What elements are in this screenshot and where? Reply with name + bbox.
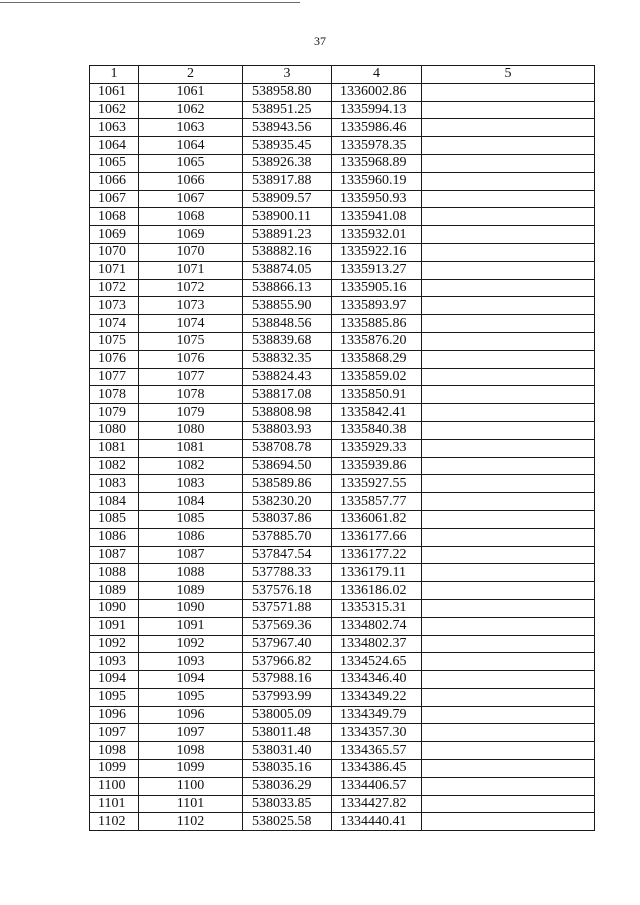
x-coordinate-cell: 538036.29 bbox=[243, 777, 332, 795]
point-number-cell: 1089 bbox=[139, 582, 243, 600]
point-id-cell: 1063 bbox=[90, 119, 139, 137]
y-coordinate-cell: 1335994.13 bbox=[332, 101, 422, 119]
x-coordinate-cell: 538033.85 bbox=[243, 795, 332, 813]
table-row bbox=[90, 439, 595, 457]
note-cell bbox=[422, 706, 595, 724]
point-number-cell: 1093 bbox=[139, 653, 243, 671]
point-number-cell: 1074 bbox=[139, 315, 243, 333]
y-coordinate-cell: 1334440.41 bbox=[332, 813, 422, 831]
point-number-cell: 1099 bbox=[139, 760, 243, 778]
column-header-1: 1 bbox=[90, 66, 139, 84]
point-number-cell: 1061 bbox=[139, 83, 243, 101]
note-cell bbox=[422, 261, 595, 279]
note-cell bbox=[422, 190, 595, 208]
table-row bbox=[90, 813, 595, 831]
point-id-cell: 1066 bbox=[90, 172, 139, 190]
y-coordinate-cell: 1336179.11 bbox=[332, 564, 422, 582]
note-cell bbox=[422, 421, 595, 439]
note-cell bbox=[422, 635, 595, 653]
table-row bbox=[90, 208, 595, 226]
y-coordinate-cell: 1335927.55 bbox=[332, 475, 422, 493]
note-cell bbox=[422, 617, 595, 635]
note-cell bbox=[422, 101, 595, 119]
point-id-cell: 1085 bbox=[90, 510, 139, 528]
y-coordinate-cell: 1335986.46 bbox=[332, 119, 422, 137]
point-number-cell: 1080 bbox=[139, 421, 243, 439]
point-number-cell: 1101 bbox=[139, 795, 243, 813]
note-cell bbox=[422, 528, 595, 546]
x-coordinate-cell: 537788.33 bbox=[243, 564, 332, 582]
point-id-cell: 1097 bbox=[90, 724, 139, 742]
y-coordinate-cell: 1336061.82 bbox=[332, 510, 422, 528]
note-cell bbox=[422, 172, 595, 190]
x-coordinate-cell: 538031.40 bbox=[243, 742, 332, 760]
note-cell bbox=[422, 475, 595, 493]
point-number-cell: 1084 bbox=[139, 493, 243, 511]
table-row bbox=[90, 101, 595, 119]
point-number-cell: 1086 bbox=[139, 528, 243, 546]
table-row bbox=[90, 475, 595, 493]
note-cell bbox=[422, 564, 595, 582]
table-body bbox=[90, 83, 595, 830]
x-coordinate-cell: 537847.54 bbox=[243, 546, 332, 564]
note-cell bbox=[422, 439, 595, 457]
point-id-cell: 1070 bbox=[90, 243, 139, 261]
y-coordinate-cell: 1334802.74 bbox=[332, 617, 422, 635]
x-coordinate-cell: 538891.23 bbox=[243, 226, 332, 244]
point-number-cell: 1073 bbox=[139, 297, 243, 315]
y-coordinate-cell: 1335968.89 bbox=[332, 154, 422, 172]
y-coordinate-cell: 1334365.57 bbox=[332, 742, 422, 760]
point-number-cell: 1062 bbox=[139, 101, 243, 119]
y-coordinate-cell: 1334349.79 bbox=[332, 706, 422, 724]
note-cell bbox=[422, 243, 595, 261]
note-cell bbox=[422, 137, 595, 155]
y-coordinate-cell: 1335905.16 bbox=[332, 279, 422, 297]
note-cell bbox=[422, 154, 595, 172]
point-id-cell: 1090 bbox=[90, 599, 139, 617]
x-coordinate-cell: 538708.78 bbox=[243, 439, 332, 457]
note-cell bbox=[422, 724, 595, 742]
point-id-cell: 1081 bbox=[90, 439, 139, 457]
y-coordinate-cell: 1335876.20 bbox=[332, 332, 422, 350]
x-coordinate-cell: 538803.93 bbox=[243, 421, 332, 439]
point-id-cell: 1065 bbox=[90, 154, 139, 172]
column-header-4: 4 bbox=[332, 66, 422, 84]
y-coordinate-cell: 1335978.35 bbox=[332, 137, 422, 155]
scan-edge-line bbox=[0, 2, 300, 3]
note-cell bbox=[422, 315, 595, 333]
note-cell bbox=[422, 813, 595, 831]
table-row bbox=[90, 777, 595, 795]
note-cell bbox=[422, 386, 595, 404]
table-row bbox=[90, 297, 595, 315]
point-id-cell: 1078 bbox=[90, 386, 139, 404]
point-number-cell: 1076 bbox=[139, 350, 243, 368]
table-row bbox=[90, 119, 595, 137]
y-coordinate-cell: 1334524.65 bbox=[332, 653, 422, 671]
note-cell bbox=[422, 795, 595, 813]
table-row bbox=[90, 137, 595, 155]
y-coordinate-cell: 1335941.08 bbox=[332, 208, 422, 226]
point-id-cell: 1093 bbox=[90, 653, 139, 671]
table-row bbox=[90, 528, 595, 546]
point-number-cell: 1085 bbox=[139, 510, 243, 528]
x-coordinate-cell: 538005.09 bbox=[243, 706, 332, 724]
x-coordinate-cell: 538035.16 bbox=[243, 760, 332, 778]
note-cell bbox=[422, 671, 595, 689]
x-coordinate-cell: 538025.58 bbox=[243, 813, 332, 831]
y-coordinate-cell: 1334427.82 bbox=[332, 795, 422, 813]
table-row bbox=[90, 386, 595, 404]
table-row bbox=[90, 564, 595, 582]
note-cell bbox=[422, 582, 595, 600]
table-row bbox=[90, 154, 595, 172]
table-row bbox=[90, 742, 595, 760]
x-coordinate-cell: 538817.08 bbox=[243, 386, 332, 404]
x-coordinate-cell: 538909.57 bbox=[243, 190, 332, 208]
point-number-cell: 1095 bbox=[139, 688, 243, 706]
point-number-cell: 1072 bbox=[139, 279, 243, 297]
note-cell bbox=[422, 279, 595, 297]
y-coordinate-cell: 1336177.22 bbox=[332, 546, 422, 564]
y-coordinate-cell: 1335960.19 bbox=[332, 172, 422, 190]
point-id-cell: 1077 bbox=[90, 368, 139, 386]
table-row bbox=[90, 421, 595, 439]
point-id-cell: 1084 bbox=[90, 493, 139, 511]
point-number-cell: 1092 bbox=[139, 635, 243, 653]
point-id-cell: 1091 bbox=[90, 617, 139, 635]
point-number-cell: 1090 bbox=[139, 599, 243, 617]
table-row bbox=[90, 599, 595, 617]
point-number-cell: 1070 bbox=[139, 243, 243, 261]
x-coordinate-cell: 538848.56 bbox=[243, 315, 332, 333]
y-coordinate-cell: 1334802.37 bbox=[332, 635, 422, 653]
x-coordinate-cell: 537885.70 bbox=[243, 528, 332, 546]
table-row bbox=[90, 546, 595, 564]
y-coordinate-cell: 1334406.57 bbox=[332, 777, 422, 795]
table-row bbox=[90, 671, 595, 689]
table-row bbox=[90, 795, 595, 813]
point-id-cell: 1072 bbox=[90, 279, 139, 297]
x-coordinate-cell: 537576.18 bbox=[243, 582, 332, 600]
point-number-cell: 1064 bbox=[139, 137, 243, 155]
note-cell bbox=[422, 404, 595, 422]
x-coordinate-cell: 538589.86 bbox=[243, 475, 332, 493]
table-row bbox=[90, 760, 595, 778]
column-header-3: 3 bbox=[243, 66, 332, 84]
point-id-cell: 1061 bbox=[90, 83, 139, 101]
y-coordinate-cell: 1335868.29 bbox=[332, 350, 422, 368]
y-coordinate-cell: 1335859.02 bbox=[332, 368, 422, 386]
page-number: 37 bbox=[314, 34, 326, 48]
point-number-cell: 1079 bbox=[139, 404, 243, 422]
table-row bbox=[90, 226, 595, 244]
point-id-cell: 1082 bbox=[90, 457, 139, 475]
y-coordinate-cell: 1334386.45 bbox=[332, 760, 422, 778]
point-number-cell: 1091 bbox=[139, 617, 243, 635]
point-id-cell: 1076 bbox=[90, 350, 139, 368]
y-coordinate-cell: 1335913.27 bbox=[332, 261, 422, 279]
point-number-cell: 1071 bbox=[139, 261, 243, 279]
point-id-cell: 1075 bbox=[90, 332, 139, 350]
point-id-cell: 1095 bbox=[90, 688, 139, 706]
point-id-cell: 1068 bbox=[90, 208, 139, 226]
point-id-cell: 1101 bbox=[90, 795, 139, 813]
table-row bbox=[90, 332, 595, 350]
table-row bbox=[90, 635, 595, 653]
x-coordinate-cell: 538808.98 bbox=[243, 404, 332, 422]
x-coordinate-cell: 537967.40 bbox=[243, 635, 332, 653]
point-id-cell: 1062 bbox=[90, 101, 139, 119]
table-row bbox=[90, 350, 595, 368]
point-id-cell: 1071 bbox=[90, 261, 139, 279]
note-cell bbox=[422, 688, 595, 706]
table-row bbox=[90, 688, 595, 706]
note-cell bbox=[422, 332, 595, 350]
header-row bbox=[90, 66, 595, 84]
table-row bbox=[90, 279, 595, 297]
table-row bbox=[90, 706, 595, 724]
x-coordinate-cell: 538958.80 bbox=[243, 83, 332, 101]
note-cell bbox=[422, 350, 595, 368]
y-coordinate-cell: 1334357.30 bbox=[332, 724, 422, 742]
x-coordinate-cell: 538694.50 bbox=[243, 457, 332, 475]
point-id-cell: 1080 bbox=[90, 421, 139, 439]
note-cell bbox=[422, 226, 595, 244]
point-id-cell: 1094 bbox=[90, 671, 139, 689]
x-coordinate-cell: 538037.86 bbox=[243, 510, 332, 528]
table-row bbox=[90, 457, 595, 475]
point-id-cell: 1087 bbox=[90, 546, 139, 564]
y-coordinate-cell: 1335893.97 bbox=[332, 297, 422, 315]
y-coordinate-cell: 1334346.40 bbox=[332, 671, 422, 689]
y-coordinate-cell: 1335842.41 bbox=[332, 404, 422, 422]
point-id-cell: 1100 bbox=[90, 777, 139, 795]
table-row bbox=[90, 617, 595, 635]
y-coordinate-cell: 1335922.16 bbox=[332, 243, 422, 261]
point-id-cell: 1083 bbox=[90, 475, 139, 493]
table-row bbox=[90, 493, 595, 511]
point-number-cell: 1063 bbox=[139, 119, 243, 137]
y-coordinate-cell: 1335939.86 bbox=[332, 457, 422, 475]
point-id-cell: 1069 bbox=[90, 226, 139, 244]
table-row bbox=[90, 368, 595, 386]
x-coordinate-cell: 538882.16 bbox=[243, 243, 332, 261]
x-coordinate-cell: 537569.36 bbox=[243, 617, 332, 635]
x-coordinate-cell: 538900.11 bbox=[243, 208, 332, 226]
y-coordinate-cell: 1334349.22 bbox=[332, 688, 422, 706]
y-coordinate-cell: 1335315.31 bbox=[332, 599, 422, 617]
point-number-cell: 1094 bbox=[139, 671, 243, 689]
point-id-cell: 1092 bbox=[90, 635, 139, 653]
note-cell bbox=[422, 83, 595, 101]
note-cell bbox=[422, 510, 595, 528]
note-cell bbox=[422, 760, 595, 778]
column-header-2: 2 bbox=[139, 66, 243, 84]
point-id-cell: 1096 bbox=[90, 706, 139, 724]
note-cell bbox=[422, 599, 595, 617]
note-cell bbox=[422, 742, 595, 760]
table-row bbox=[90, 582, 595, 600]
y-coordinate-cell: 1335885.86 bbox=[332, 315, 422, 333]
x-coordinate-cell: 538935.45 bbox=[243, 137, 332, 155]
point-number-cell: 1077 bbox=[139, 368, 243, 386]
x-coordinate-cell: 538011.48 bbox=[243, 724, 332, 742]
note-cell bbox=[422, 457, 595, 475]
point-id-cell: 1064 bbox=[90, 137, 139, 155]
point-id-cell: 1074 bbox=[90, 315, 139, 333]
point-id-cell: 1102 bbox=[90, 813, 139, 831]
table-row bbox=[90, 83, 595, 101]
point-number-cell: 1087 bbox=[139, 546, 243, 564]
y-coordinate-cell: 1335929.33 bbox=[332, 439, 422, 457]
table-row bbox=[90, 404, 595, 422]
point-number-cell: 1083 bbox=[139, 475, 243, 493]
x-coordinate-cell: 538866.13 bbox=[243, 279, 332, 297]
table-row bbox=[90, 653, 595, 671]
point-number-cell: 1065 bbox=[139, 154, 243, 172]
note-cell bbox=[422, 777, 595, 795]
note-cell bbox=[422, 493, 595, 511]
x-coordinate-cell: 538926.38 bbox=[243, 154, 332, 172]
table-row bbox=[90, 190, 595, 208]
point-number-cell: 1067 bbox=[139, 190, 243, 208]
x-coordinate-cell: 537988.16 bbox=[243, 671, 332, 689]
point-number-cell: 1098 bbox=[139, 742, 243, 760]
x-coordinate-cell: 538832.35 bbox=[243, 350, 332, 368]
x-coordinate-cell: 537966.82 bbox=[243, 653, 332, 671]
y-coordinate-cell: 1335857.77 bbox=[332, 493, 422, 511]
table-row bbox=[90, 510, 595, 528]
x-coordinate-cell: 537571.88 bbox=[243, 599, 332, 617]
point-id-cell: 1067 bbox=[90, 190, 139, 208]
note-cell bbox=[422, 368, 595, 386]
x-coordinate-cell: 538230.20 bbox=[243, 493, 332, 511]
x-coordinate-cell: 538824.43 bbox=[243, 368, 332, 386]
y-coordinate-cell: 1335840.38 bbox=[332, 421, 422, 439]
note-cell bbox=[422, 297, 595, 315]
table-row bbox=[90, 243, 595, 261]
point-number-cell: 1068 bbox=[139, 208, 243, 226]
point-id-cell: 1086 bbox=[90, 528, 139, 546]
point-number-cell: 1097 bbox=[139, 724, 243, 742]
column-header-5: 5 bbox=[422, 66, 595, 84]
point-id-cell: 1089 bbox=[90, 582, 139, 600]
table-row bbox=[90, 315, 595, 333]
y-coordinate-cell: 1336177.66 bbox=[332, 528, 422, 546]
point-id-cell: 1088 bbox=[90, 564, 139, 582]
coordinates-table bbox=[89, 65, 595, 831]
note-cell bbox=[422, 546, 595, 564]
point-id-cell: 1098 bbox=[90, 742, 139, 760]
table-row bbox=[90, 724, 595, 742]
point-number-cell: 1102 bbox=[139, 813, 243, 831]
point-number-cell: 1100 bbox=[139, 777, 243, 795]
point-id-cell: 1079 bbox=[90, 404, 139, 422]
table-header bbox=[90, 66, 595, 84]
point-number-cell: 1081 bbox=[139, 439, 243, 457]
x-coordinate-cell: 538839.68 bbox=[243, 332, 332, 350]
y-coordinate-cell: 1336002.86 bbox=[332, 83, 422, 101]
x-coordinate-cell: 538917.88 bbox=[243, 172, 332, 190]
y-coordinate-cell: 1336186.02 bbox=[332, 582, 422, 600]
y-coordinate-cell: 1335932.01 bbox=[332, 226, 422, 244]
y-coordinate-cell: 1335850.91 bbox=[332, 386, 422, 404]
x-coordinate-cell: 537993.99 bbox=[243, 688, 332, 706]
point-number-cell: 1069 bbox=[139, 226, 243, 244]
table-row bbox=[90, 172, 595, 190]
point-number-cell: 1075 bbox=[139, 332, 243, 350]
x-coordinate-cell: 538943.56 bbox=[243, 119, 332, 137]
y-coordinate-cell: 1335950.93 bbox=[332, 190, 422, 208]
point-number-cell: 1066 bbox=[139, 172, 243, 190]
point-id-cell: 1073 bbox=[90, 297, 139, 315]
point-number-cell: 1078 bbox=[139, 386, 243, 404]
point-number-cell: 1088 bbox=[139, 564, 243, 582]
note-cell bbox=[422, 208, 595, 226]
x-coordinate-cell: 538951.25 bbox=[243, 101, 332, 119]
note-cell bbox=[422, 653, 595, 671]
x-coordinate-cell: 538874.05 bbox=[243, 261, 332, 279]
note-cell bbox=[422, 119, 595, 137]
x-coordinate-cell: 538855.90 bbox=[243, 297, 332, 315]
point-id-cell: 1099 bbox=[90, 760, 139, 778]
point-number-cell: 1082 bbox=[139, 457, 243, 475]
table-row bbox=[90, 261, 595, 279]
point-number-cell: 1096 bbox=[139, 706, 243, 724]
